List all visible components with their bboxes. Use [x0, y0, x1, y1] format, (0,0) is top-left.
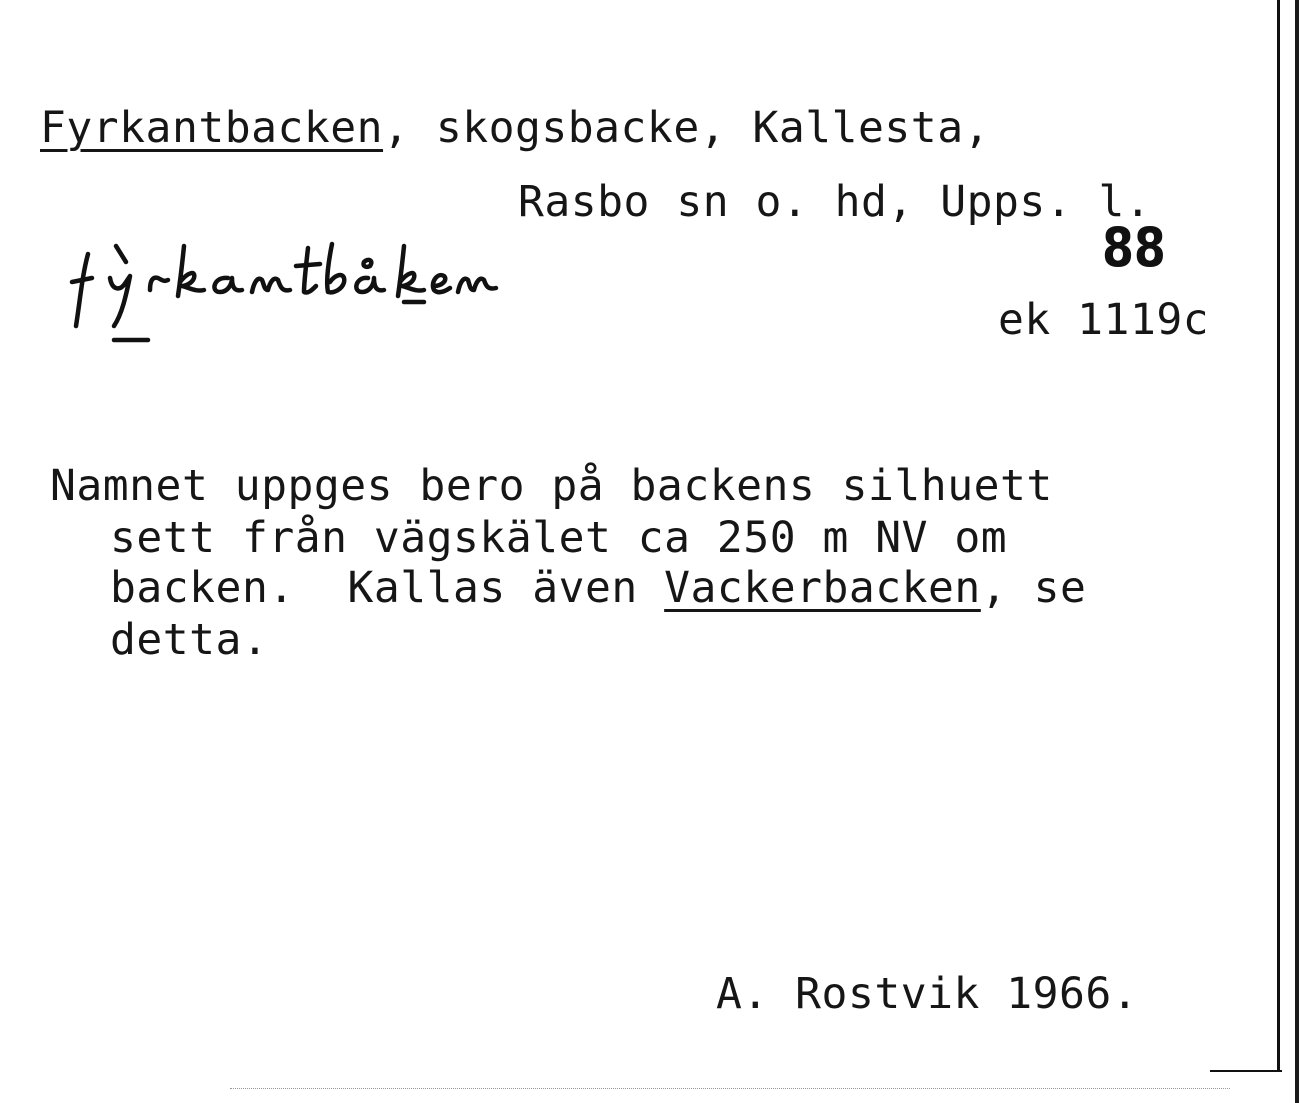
body-line-4: detta. [110, 615, 269, 665]
cross-reference: Vackerbacken [664, 563, 981, 613]
header-line-1 [40, 102, 990, 154]
signature: A. Rostvik 1966. [716, 969, 1139, 1019]
body-line-3 [110, 562, 1086, 614]
handwritten-pronunciation [64, 226, 534, 356]
reference-code: ek 1119c [998, 295, 1210, 345]
card-edge-bottom [1210, 1070, 1282, 1072]
body-line-1: Namnet uppges bero på backens silhuett [50, 461, 1053, 511]
body-line-3-end: , se [980, 563, 1087, 613]
body-line-3-text: backen. Kallas även [110, 563, 665, 613]
card-number: 88 [1102, 216, 1166, 279]
place-description: , skogsbacke, Kallesta, [383, 103, 990, 153]
scan-border-right [1295, 0, 1299, 1103]
card-edge-right [1277, 0, 1280, 1072]
place-location: Rasbo sn o. hd, Upps. l. [518, 177, 1152, 227]
place-name: Fyrkantbacken [40, 103, 384, 153]
body-line-2: sett från vägskälet ca 250 m NV om [110, 513, 1008, 563]
scan-dotted-edge [230, 1088, 1230, 1089]
